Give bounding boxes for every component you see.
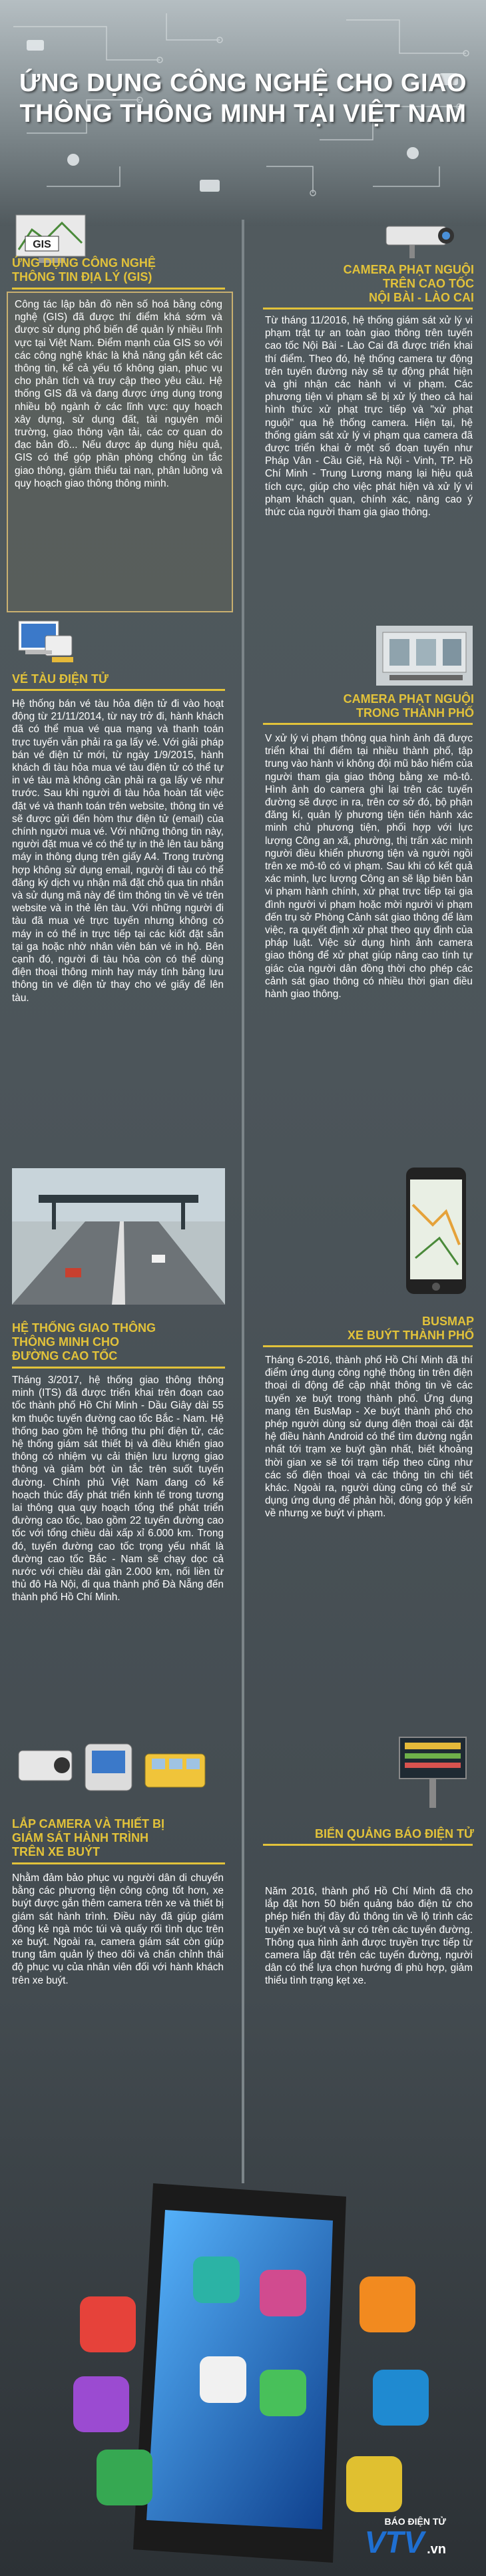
e-ticket-illustration: [12, 616, 85, 669]
camera-city-heading-line-2: TRONG THÀNH PHỐ: [356, 706, 474, 720]
e-sign-heading: BIỂN QUẢNG BÁO ĐIỆN TỬ: [315, 1827, 474, 1840]
its-heading-line-2: THÔNG MINH CHO: [12, 1335, 119, 1349]
gis-body: Công tác lập bản đồ nền số hoá bằng công nghệ (GIS) đã được thí điểm khá sớm và được sử dụng phổ biến để quản lý nhiều lĩnh vực tại Việt Nam. Điểm mạnh của GIS so với các công nghệ khác là khả năng gắn kết các thông tin, kể cả yếu tố không gian, phục vụ cho phân tích và truy cập theo yêu cầu. Hệ thống GIS đã và đang được ứng dụng trong nhiều bộ ngành ở các lĩnh vực: quy hoạch xây dựng, sử dụng đất, tài nguyên môi trường, giao thông vận tải, các cơ quan do đạc bản đồ... Nếu được áp dụng hiệu quả, GIS có thể góp phần phòng chống ùn tắc giao thông, giám thiểu tai nạn, phân luồng và quy hoạch giao thông thông minh.: [15, 299, 222, 489]
highway-photo: [12, 1168, 225, 1305]
vtv-logo-text: VTV: [364, 2525, 425, 2559]
its-heading-line-1: HỆ THỐNG GIAO THÔNG: [12, 1321, 156, 1335]
e-ticket-underline: [12, 689, 225, 691]
e-ticket-body: Hệ thống bán vé tàu hỏa điện tử đi vào hoạt động từ 21/11/2014, từ nay trở đi, hành khách đã có thể mua vé qua mạng và thanh toán trực tuyến vẫn phải ra ga lấy vé. Với giải pháp bán vé điện tử mới, từ ngày 1/9/2015, hành khách đi tàu hỏa mua vé tàu điện tử có thể tự in vé tàu mà không cần phải ra ga lấy vé như trước. Sau khi người đi tàu hỏa hoàn tất việc đặt vé và thanh toán trên website, thông tin vé sẽ được gửi đến hòm thư điện tử (email) của chính người mua vé. Với những thông tin này, người đặt mua vé có thể tự in thẻ lên tàu bằng máy in thông dụng trên giấy A4. Trong trường hợp không sử dụng email, người đi tàu có thể đăng ký dịch vụ nhận mã đặt chỗ qua tin nhắn và sử dụng mã này để tìm thông tin về vé trên website và in thẻ lên tàu. Với những người đi tàu đã mua vé trực tuyến nhưng không có máy in có thể in trực tiếp tại các kiốt đặt sẵn tại ga hoặc nhờ nhân viên bán vé in hộ. Bên cạnh đó, người đi tàu hỏa còn có thể dùng điện thoại thông minh hay máy tính bảng lưu thông tin vé điện tử thay cho vé giấy để lên tàu.: [12, 698, 224, 1004]
camera-highway-heading-line-1: CAMERA PHẠT NGUỘI: [343, 263, 474, 276]
camera-highway-heading-line-2: TRÊN CAO TỐC: [383, 277, 474, 290]
gis-heading: [12, 256, 156, 284]
city-camera-illustration: [376, 626, 473, 686]
busmap-phone-illustration: [399, 1165, 473, 1298]
bus-camera-heading: [12, 1817, 164, 1859]
page-title: [0, 68, 486, 129]
busmap-heading: [348, 1315, 474, 1343]
bus-camera-heading-line-3: TRÊN XE BUÝT: [12, 1845, 101, 1858]
smartphone-apps-illustration: [0, 2157, 486, 2576]
bus-camera-illustration: [12, 1737, 212, 1801]
vtv-logo-domain: .vn: [427, 2542, 446, 2557]
e-sign-illustration: [393, 1731, 473, 1811]
bus-camera-body: Nhằm đảm bảo phục vụ người dân di chuyển bằng các phương tiện công cộng tốt hơn, xe buýt được gắn thêm camera trên xe và thiết bị giám sát hành trình. Điều này đã giúp giám đông kẻ ngà móc túi và quấy rối tình dục trên xe buýt. Ngoài ra, camera giám sát còn giúp trung tâm quản lý theo dõi và chấn chỉnh thái độ phục vụ của nhân viên đối với hành khách trên xe buýt.: [12, 1872, 224, 1986]
busmap-body: Tháng 6-2016, thành phố Hồ Chí Minh đã thí điểm ứng dụng công nghệ thông tin trên điện thoại di động để cập nhật thông tin về các tuyến xe buýt trong thành phố. Ứng dụng mang tên BusMap - Xe buýt thành phố cho phép người dùng sử dụng điện thoại cài đặt hệ điều hành Android có thể tìm đường ngắn nhất tới trạm xe buýt gần nhất, biết khoảng thời gian xe sẽ tới trạm tiếp theo cũng như các số điện thoại và các thông tin chi tiết khác. Ngoài ra, người dùng cũng có thể sử dụng ứng dụng để phản hồi, đóng góp ý kiến về nhưng xe buýt vi phạm.: [265, 1355, 473, 1520]
gis-badge: GIS: [33, 239, 51, 250]
busmap-underline: [263, 1345, 473, 1347]
header-banner: [0, 0, 486, 226]
its-underline: [12, 1367, 225, 1369]
camera-highway-body: Từ tháng 11/2016, hệ thống giám sát xử lý vi phạm trật tự an toàn giao thông trên tuyến cao tốc Nội Bài - Lào Cai đã được triển khai thí điểm. Theo đó, hệ thống camera tự động trên tuyến đường này sẽ tự động phát hiện và ghi nhận các hành vi vi phạm. Các phương tiện vi phạm sẽ bị xử lý theo cả hai hình thức xử phạt trực tiếp và "xử phạt nguội" qua hệ thống camera. Hiện tại, hệ thống giám sát xử lý vi phạm qua camera đã được triển khai ở một số đoạn tuyến như Pháp Vân - Cầu Giẽ, Hà Nội - Vinh, TP. Hồ Chí Minh - Trung Lương mang lại hiệu quả tích cực, giúp cho việc phát hiện và xử lý vi phạm khách quan, chính xác, nâng cao ý thức của người tham gia giao thông.: [265, 315, 473, 519]
e-sign-body: Năm 2016, thành phố Hồ Chí Minh đã cho lắp đặt hơn 50 biển quảng báo điện tử cho phép hiển thị đầy đủ thông tin về lộ trình các tuyến xe buýt và sự có trên các tuyến đường. Thông qua hình ảnh được truyền trực tiếp từ camera lắp đặt trên các tuyến đường, người dân có thể lựa chọn hướng đi phù hợp, giảm thiểu tình trạng kẹt xe.: [265, 1886, 473, 1987]
center-timeline: [242, 220, 244, 2183]
camera-highway-heading: [344, 263, 474, 305]
busmap-heading-line-1: BUSMAP: [421, 1315, 474, 1328]
its-body: Tháng 3/2017, hệ thống giao thông thông minh (ITS) đã được triển khai trên đoạn cao tốc thành phố Hồ Chí Minh - Dầu Giây dài 55 km thuộc tuyến đường cao tốc Bắc - Nam. Hệ thống bao gồm hệ thống thu phí điện tử, các hệ thống giám sát thiết bị và điều khiển giao thông có nhiệm vụ cải thiện lưu lượng giao thông và giảm bớt ùn tắc trên suốt tuyến đường. Chính phủ Việt Nam đang có kế hoạch thúc đẩy phát triển kinh tế trong tương lai thông qua quy hoạch tổng thể phát triển đường cao tốc, bao gồm 22 tuyến đường cao tốc với tổng chiều dài xấp xỉ 6.000 km. Trong đó, tuyến đường cao tốc trọng yếu nhất là đường cao tốc Bắc - Nam sẽ chạy dọc cả nước với chiều dài gần 2.000 km, nối liền từ thủ đô Hà Nội, đi qua thành phố Đà Nẵng đến thành phố Hồ Chí Minh.: [12, 1375, 224, 1604]
gis-heading-line-1: ỨNG DỤNG CÔNG NGHỆ: [12, 256, 156, 270]
camera-highway-heading-line-3: NỘI BÀI - LÀO CAI: [369, 291, 474, 304]
its-heading-line-3: ĐƯỜNG CAO TỐC: [12, 1349, 118, 1363]
gis-heading-line-2: THÔNG TIN ĐỊA LÝ (GIS): [12, 270, 152, 284]
gis-heading-underline: [12, 288, 225, 290]
busmap-heading-line-2: XE BUÝT THÀNH PHỐ: [347, 1329, 474, 1342]
bus-camera-heading-line-2: GIÁM SÁT HÀNH TRÌNH: [12, 1831, 148, 1844]
e-sign-underline: [263, 1844, 473, 1846]
camera-city-underline: [263, 723, 473, 725]
vtv-logo-caption: BÁO ĐIỆN TỬ: [384, 2516, 446, 2527]
camera-city-heading-line-1: CAMERA PHẠT NGUỘI: [343, 692, 474, 706]
page-title-line-1: ỨNG DỤNG CÔNG NGHỆ CHO GIAO: [19, 69, 467, 97]
e-ticket-heading: VÉ TÀU ĐIỆN TỬ: [12, 672, 109, 686]
camera-city-heading: [344, 692, 474, 720]
camera-highway-underline: [263, 308, 473, 310]
bus-camera-underline: [12, 1862, 225, 1864]
traffic-camera-illustration: [373, 213, 473, 260]
its-heading: [12, 1321, 156, 1363]
camera-city-body: V xử lý vi phạm thông qua hình ảnh đã được triển khai thí điểm tại nhiều thành phố, tập trung vào hành vi không đội mũ bảo hiểm của người tham gia giao thông bằng xe mô-tô. Hình ảnh do camera ghi lại trên các tuyến đường sẽ được in ra, trên cơ sở đó, bộ phận đăng kí, quản lý phương tiện tiến hành xác minh chủ phương tiện, phối hợp với lực lượng Công an xã, phường, thị trấn xác minh người điều khiển phương tiện và người ngồi trên xe mô-tô có vi phạm. Sau khi có kết quả xác minh, lực lượng Công an sẽ lập biên bản vi phạm hành chính, xử phạt trực tiếp tại gia đình người vi phạm hoặc mời người vi phạm đến trụ sở Phòng Cảnh sát giao thông để làm việc, ra quyết định xử phạt theo quy định của pháp luật. Việc sử dụng hình ảnh camera giao thông để xử phạt giúp nâng cao tính tự giác của người dân đồng thời cho phép các cảnh sát giao thông có nhiều thời gian điều hành giao thông.: [265, 733, 473, 1000]
bus-camera-heading-line-1: LẮP CAMERA VÀ THIẾT BỊ: [12, 1817, 165, 1830]
page-title-line-2: THÔNG THÔNG MINH TẠI VIỆT NAM: [19, 100, 467, 128]
vtv-logo: [365, 2516, 446, 2557]
